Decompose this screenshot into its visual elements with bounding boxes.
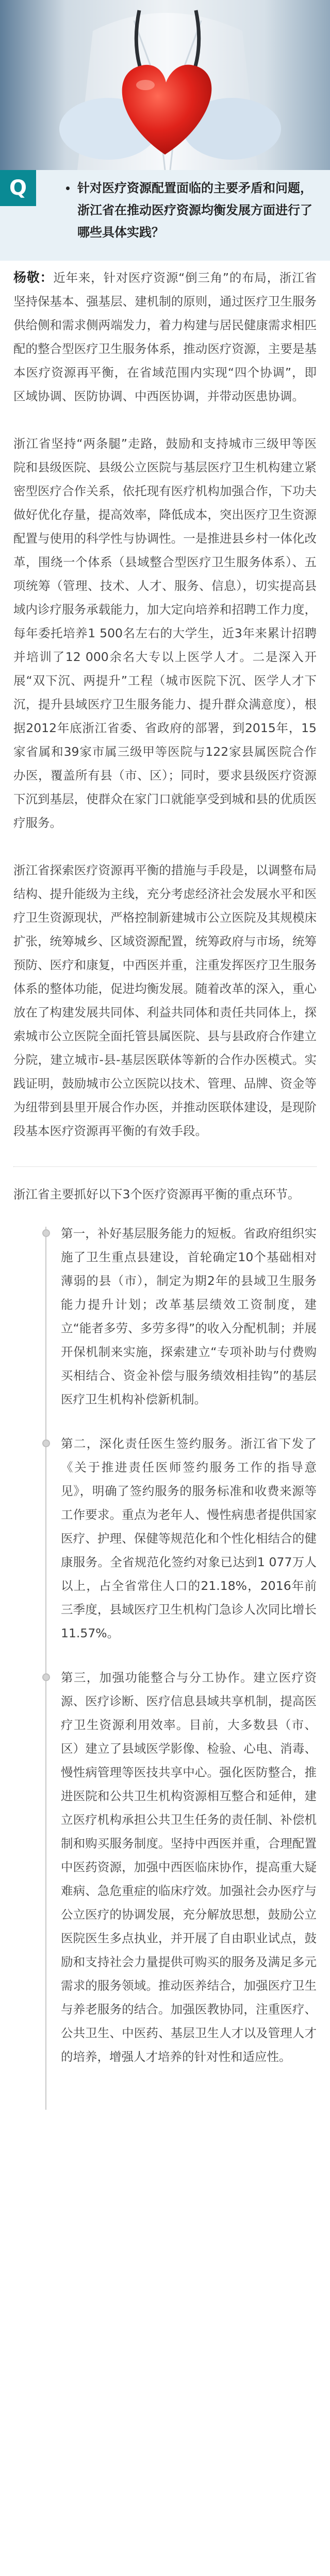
timeline-dot-icon (42, 1439, 50, 1447)
hero-image (0, 0, 330, 170)
timeline-dot-icon (42, 1673, 50, 1681)
doctor-heart-illustration (0, 0, 330, 170)
timeline-intro: 浙江省主要抓好以下3个医疗资源再平衡的重点环节。 (13, 1187, 300, 1201)
timeline-item (61, 1222, 317, 1411)
question-bullet-icon (66, 187, 70, 190)
timeline-dot-icon (42, 1229, 50, 1237)
answer-paragraph-2: 浙江省坚持“两条腿”走路，鼓励和支持城市三级甲等医院和县级医院、县级公立医院与基层医疗卫生机构建立紧密型医疗合作关系，依托现有医疗机构加强合作，下功夫做好优化存量，提高效率，降低成本，突出医疗卫生资源配置与使用的科学性与协调性。一是推进县乡村一体化改革，围绕一个体系（县域整合型医疗卫生服务体系）、五项统筹（管理、技术、人才、服务、信息），切实提高县域内诊疗服务承载能力，加大定向培养和招聘工作力度，每年委托培养1 500名左右的大学生，近3年来累计招聘并培训了12 000余名大专以上医学人才。二是深入开展“双下沉、两提升”工程（城市医院下沉、医学人才下沉，提升县域医疗卫生服务能力、提升群众满意度），根据2012年底浙江省委、省政府的部署，到2015年，15家省属和39家市属三级甲等医院与122家县属医院合作办医，覆盖所有县（市、区）；同时，要求县级医疗资源下沉到基层，使群众在家门口就能享受到城和县的优质医疗服务。 (13, 436, 317, 830)
question-badge: Q (0, 170, 36, 206)
timeline-line (45, 1227, 46, 2110)
question-block (0, 170, 330, 261)
timeline-item-text: 第二，深化责任医生签约服务。浙江省下发了《关于推进责任医师签约服务工作的指导意见》，明确了签约服务的服务标准和收费来源等工作要求。重点为老年人、慢性病患者提供国家医疗、护理、保健等规范化和个性化相结合的健康服务。全省规范化签约对象已达到1 077万人以上，占全省常住人口的21.18%，2016年前三季度，县域医疗卫生机构门急诊人次同比增长11.57%。 (61, 1436, 317, 1640)
timeline-item (61, 1432, 317, 1645)
answer-paragraph-3: 浙江省探索医疗资源再平衡的措施与手段是，以调整布局结构、提升能级为主线，充分考虑经济社会发展水平和医疗卫生资源现状，严格控制新建城市公立医院及其规模床扩张，统筹城乡、区域资源配置，统筹政府与市场，统筹预防、医疗和康复，中西医并重，注重发挥医疗卫生服务体系的整体功能，促进均衡发展。随着改革的深入，重心放在了构建发展共同体、利益共同体和责任共同体上，探索城市公立医院全面托管县属医院、县与县政府合作建立分院，建立城市-县-基层医联体等新的合作办医模式。实践证明，鼓励城市公立医院以技术、管理、品牌、资金等为纽带到县里开展合作办医，并推动医联体建设，是现阶段基本医疗资源再平衡的有效手段。 (13, 863, 317, 1138)
timeline-item-text: 第三，加强功能整合与分工协作。建立医疗资源、医疗诊断、医疗信息县域共享机制，提高医疗卫生资源利用效率。目前，大多数县（市、区）建立了县域医学影像、检验、心电、消毒、慢性病管理等医技共享中心。强化医防整合，推进医院和公共卫生机构资源相互整合和延伸，建立医疗机构承担公共卫生任务的责任制、补偿机制和购买服务制度。坚持中西医并重，合理配置中医药资源，加强中西医临床协作，提高重大疑难病、急危重症的临床疗效。加强社会办医疗与公立医疗的协调发展，充分解放思想，鼓励公立医院医生多点执业，并开展了自由职业试点，鼓励和支持社会力量提供可购买的服务及满足多元需求的服务领域。推动医养结合，加强医疗卫生与养老服务的结合。加强医教协同，注重医疗、公共卫生、中医药、基层卫生人才以及管理人才的培养，增强人才培养的针对性和适应性。 (61, 1670, 317, 2064)
speaker-name: 杨敬： (13, 270, 54, 285)
timeline-item-text: 第一，补好基层服务能力的短板。省政府组织实施了卫生重点县建设，首轮确定10个基础相对薄弱的县（市），制定为期2年的县域卫生服务能力提升计划；改革基层绩效工资制度，建立“能者多劳、多劳多得”的收入分配机制；并展开保机制来实施，探索建立“专项补助与付费购买相结合、资金补偿与服务绩效相挂钩”的基层医疗卫生机构补偿新机制。 (61, 1226, 317, 1406)
timeline-item (61, 1666, 317, 2069)
key-points-timeline (13, 1222, 317, 2110)
answer-body (0, 261, 330, 1206)
question-text: 针对医疗资源配置面临的主要矛盾和问题，浙江省在推动医疗资源均衡发展方面进行了哪些具体实践？ (77, 181, 312, 240)
section-divider (13, 1166, 317, 1167)
answer-paragraph-1-text: 近年来，针对医疗资源“倒三角”的布局，浙江省坚持保基本、强基层、建机制的原则，通过医疗卫生服务供给侧和需求侧两端发力，着力构建与居民健康需求相匹配的整合型医疗卫生服务体系，推动医疗资源，主要是基本医疗资源再平衡，在省域范围内实现“四个协调”，即区域协调、医防协调、中西医协调，并带动医患协调。 (13, 270, 317, 403)
answer-paragraph-1 (13, 266, 317, 408)
